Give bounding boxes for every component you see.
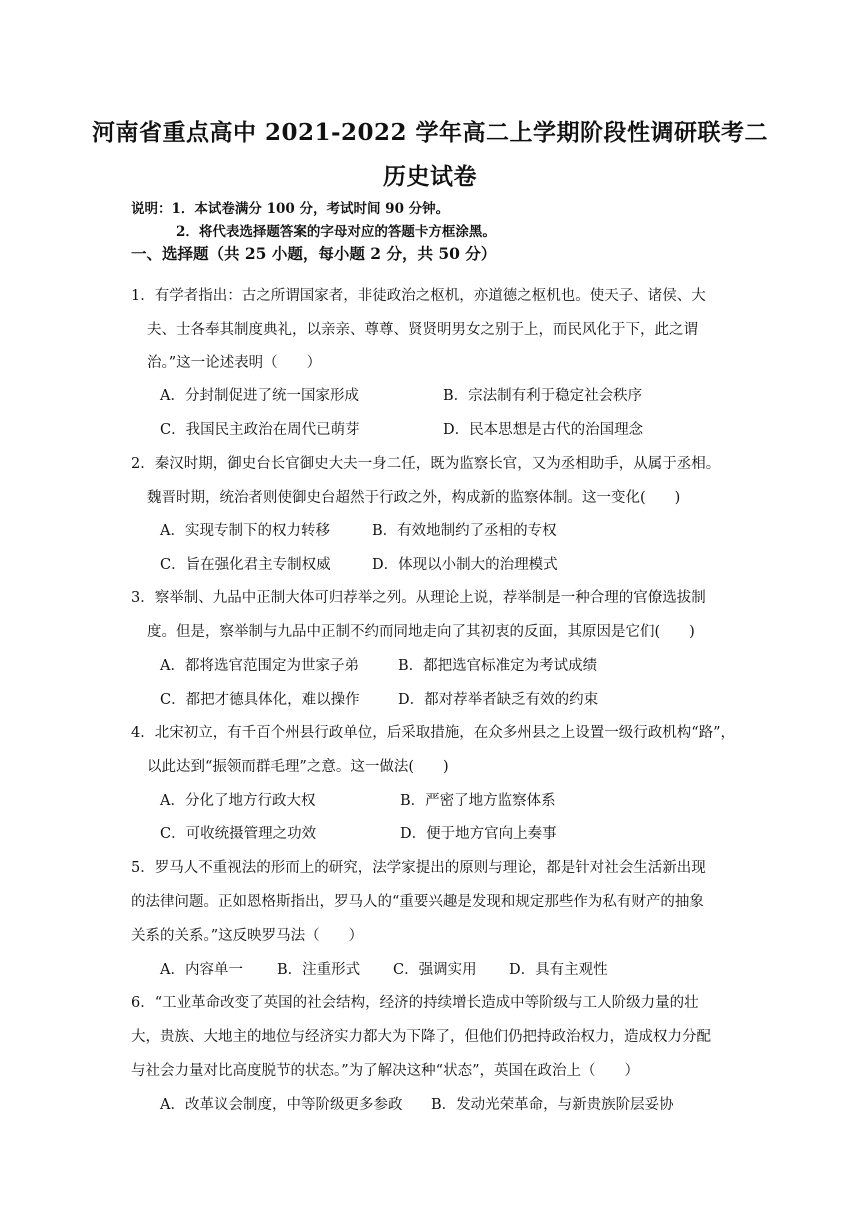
option-b: B．注重形式 — [277, 962, 361, 978]
question-text-line: 夫、士各奉其制度典礼，以亲亲、尊尊、贤贤明男女之别于上，而民风化于下，此之谓 — [147, 322, 698, 338]
option-a: A．分化了地方行政大权 — [160, 793, 316, 809]
option-c: C．都把才德具体化，难以操作 — [160, 692, 360, 708]
option-a: A．都将选官范围定为世家子弟 — [160, 658, 359, 674]
instruction-note-1: 说明：1．本试卷满分 100 分，考试时间 90 分钟。 — [131, 201, 450, 217]
option-b: B．宗法制有利于稳定社会秩序 — [443, 388, 643, 404]
document-title: 河南省重点高中 2021-2022 学年高二上学期阶段性调研联考二 — [91, 119, 769, 146]
option-d: D．都对荐举者缺乏有效的约束 — [398, 692, 599, 708]
document-subtitle: 历史试卷 — [383, 163, 477, 190]
option-b: B．有效地制约了丞相的专权 — [372, 523, 557, 539]
question-text-line: 治。”这一论述表明（ ） — [147, 355, 322, 371]
option-d: D．便于地方官向上奏事 — [400, 826, 557, 842]
question-text-line: 4．北宋初立，有千百个州县行政单位，后采取措施，在众多州县之上设置一级行政机构“路”， — [131, 725, 736, 741]
option-b: B．发动光荣革命，与新贵族阶层妥协 — [431, 1097, 674, 1113]
question-text-line: 以此达到“振领而群毛理”之意。这一做法( ) — [147, 759, 449, 775]
option-d: D．具有主观性 — [509, 962, 608, 978]
option-c: C．可收统摄管理之功效 — [160, 826, 317, 842]
question-text-line: 的法律问题。正如恩格斯指出，罗马人的“重要兴趣是发现和规定那些作为私有财产的抽象 — [131, 894, 704, 910]
question-text-line: 度。但是，察举制与九品中正制不约而同地走向了其初衷的反面，其原因是它们( ) — [147, 624, 695, 640]
question-text-line: 关系的关系。”这反映罗马法（ ） — [131, 928, 364, 944]
option-c: C．强调实用 — [393, 962, 477, 978]
option-b: B．严密了地方监察体系 — [400, 793, 556, 809]
option-a: A．实现专制下的权力转移 — [160, 523, 330, 539]
question-text-line: 2．秦汉时期，御史台长官御史大夫一身二任，既为监察长官，又为丞相助手，从属于丞相。 — [131, 456, 721, 472]
option-b: B．都把选官标准定为考试成绩 — [398, 658, 598, 674]
question-text-line: 魏晋时期，统治者则使御史台超然于行政之外，构成新的监察体制。这一变化( ) — [147, 490, 681, 506]
question-text-line: 6．“工业革命改变了英国的社会结构，经济的持续增长造成中等阶级与工人阶级力量的壮 — [131, 995, 699, 1011]
question-text-line: 1．有学者指出：古之所谓国家者，非徒政治之枢机，亦道德之枢机也。使天子、诸侯、大 — [131, 288, 706, 304]
option-d: D．民本思想是古代的治国理念 — [443, 422, 644, 438]
option-d: D．体现以小制大的治理模式 — [372, 557, 558, 573]
question-text-line: 5．罗马人不重视法的形而上的研究，法学家提出的原则与理论，都是针对社会生活新出现 — [131, 860, 706, 876]
option-c: C．旨在强化君主专制权威 — [160, 557, 331, 573]
option-a: A．改革议会制度，中等阶级更多参政 — [160, 1097, 403, 1113]
question-text-line: 大，贵族、大地主的地位与经济实力都大为下降了，但他们仍把持政治权力，造成权力分配 — [131, 1029, 711, 1045]
section-heading: 一、选择题（共 25 小题，每小题 2 分，共 50 分） — [131, 244, 497, 263]
option-a: A．分封制促进了统一国家形成 — [160, 388, 359, 404]
option-c: C．我国民主政治在周代已萌芽 — [160, 422, 360, 438]
question-text-line: 3．察举制、九品中正制大体可归荐举之列。从理论上说，荐举制是一种合理的官僚选拔制 — [131, 590, 706, 606]
option-a: A．内容单一 — [160, 962, 243, 978]
question-text-line: 与社会力量对比高度脱节的状态。”为了解决这种“状态”，英国在政治上（ ） — [131, 1063, 639, 1079]
instruction-note-2: 2．将代表选择题答案的字母对应的答题卡方框涂黑。 — [176, 224, 496, 240]
